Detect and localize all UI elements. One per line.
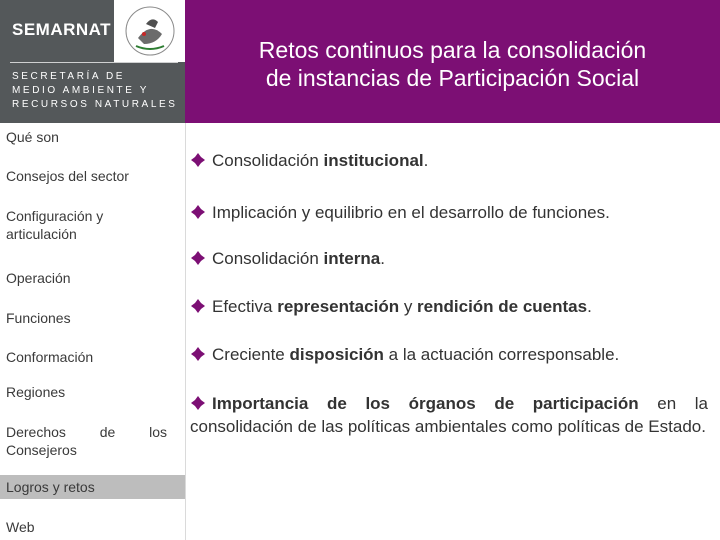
- diamond-bullet-icon: [190, 250, 206, 266]
- secretaria-name: SECRETARÍA DE MEDIO AMBIENTE Y RECURSOS NATURALES: [12, 71, 178, 110]
- seal-box: [114, 0, 185, 62]
- page-title: Retos continuos para la consolidación de instancias de Participación Social: [258, 37, 647, 91]
- sidebar-item-consejos-del-sector[interactable]: Consejos del sector: [6, 168, 129, 184]
- diamond-bullet-icon: [190, 346, 206, 362]
- diamond-bullet-icon: [190, 298, 206, 314]
- sidebar-item-configuracion[interactable]: Configuración y articulación: [6, 208, 104, 242]
- brand-divider: [10, 62, 178, 63]
- sidebar-item-operacion[interactable]: Operación: [6, 270, 71, 286]
- bullet-item: Consolidación institucional.: [190, 150, 708, 171]
- title-panel: [185, 0, 720, 123]
- sidebar-item-conformacion[interactable]: Conformación: [6, 349, 94, 365]
- sidebar-item-regiones[interactable]: Regiones: [6, 384, 66, 400]
- sidebar-item-derechos[interactable]: Derechos de los Consejeros: [0, 423, 185, 459]
- bullet-item: Implicación y equilibrio en el desarrollo de funciones.: [190, 202, 708, 223]
- bullet-item: Creciente disposición a la actuación corresponsable.: [190, 344, 708, 365]
- sidebar-nav: [0, 123, 185, 540]
- bullet-item: Efectiva representación y rendición de cuentas.: [190, 296, 708, 317]
- sidebar-item-que-son[interactable]: Qué son: [6, 129, 59, 145]
- mexican-coat-of-arms-icon: [122, 4, 178, 58]
- sidebar-item-funciones[interactable]: Funciones: [6, 310, 71, 326]
- sidebar-item-logros-y-retos[interactable]: Logros y retos: [0, 475, 185, 499]
- diamond-bullet-icon: [190, 152, 206, 168]
- logo-panel: [0, 0, 185, 123]
- sidebar-item-web[interactable]: Web: [6, 519, 35, 535]
- brand-logo: SEMARNAT: [12, 20, 112, 39]
- sidebar-divider: [185, 123, 186, 540]
- bullet-item: Importancia de los órganos de participación en la consolidación de las políticas ambientales como políticas de Estado.: [190, 394, 709, 436]
- derechos-line: Derechos de los: [6, 424, 167, 440]
- diamond-bullet-icon: [190, 204, 206, 220]
- bullet-item: Consolidación interna.: [190, 248, 708, 269]
- diamond-bullet-icon: [190, 395, 206, 411]
